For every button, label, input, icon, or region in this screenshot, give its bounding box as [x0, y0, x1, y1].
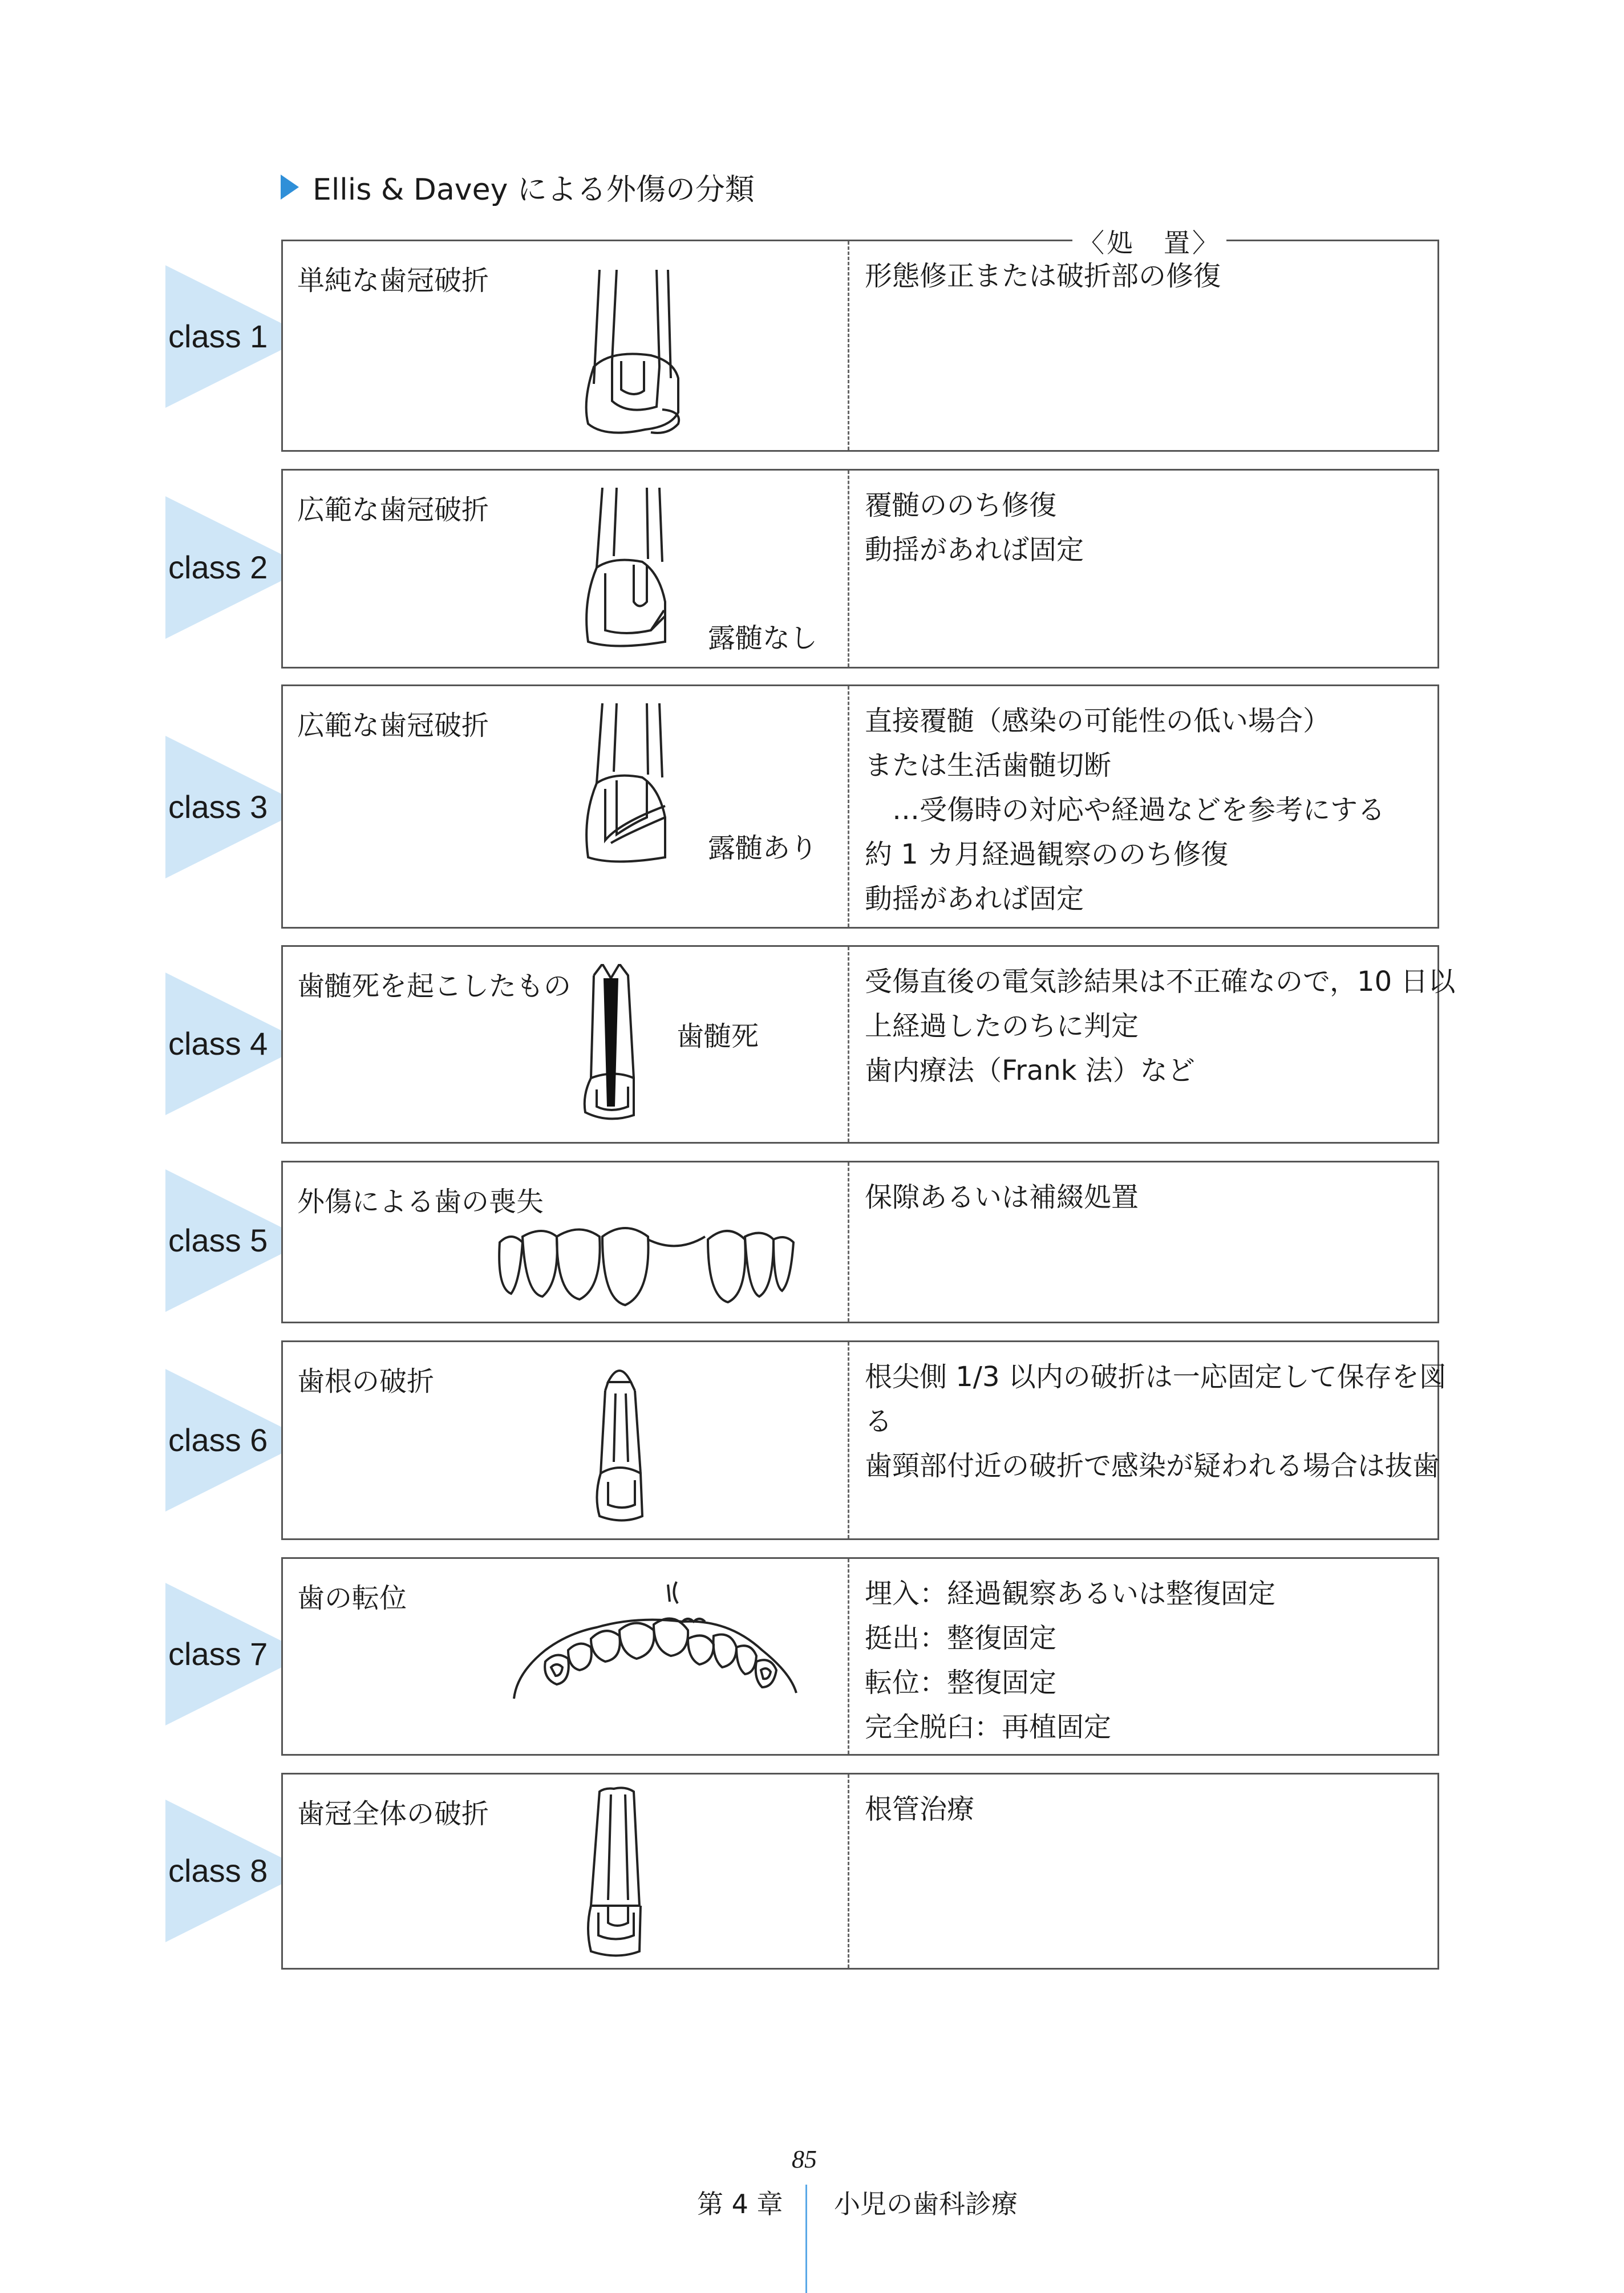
- treatment-text: [865, 959, 1456, 1093]
- treatment-text: [865, 699, 1426, 921]
- treatment-line: 形態修正または破折部の修復: [865, 260, 1221, 292]
- injury-title: 広範な歯冠破折: [297, 494, 489, 526]
- class-label: class 2: [168, 549, 268, 585]
- section-heading: [281, 165, 755, 208]
- treatment-line: 直接覆髄（感染の可能性の低い場合）: [865, 705, 1331, 737]
- treatment-text: [865, 1787, 1426, 1832]
- treatment-line: 根尖側 1/3 以内の破折は一応固定して保存を図: [865, 1361, 1447, 1393]
- treatment-line: 完全脱臼：再植固定: [865, 1711, 1112, 1743]
- class-row-5: [281, 1161, 1439, 1323]
- treatment-line: または生活歯髄切断: [865, 750, 1112, 781]
- treatment-line: 挺出：整復固定: [865, 1622, 1057, 1654]
- treatment-line: 根管治療: [865, 1793, 975, 1825]
- class-label: class 4: [168, 1026, 268, 1062]
- treatment-text: [865, 483, 1426, 572]
- treatment-line: 受傷直後の電気診結果は不正確なので，10 日以: [865, 966, 1456, 998]
- tooth-root-fracture-icon: [594, 1359, 668, 1530]
- teeth-loss-icon: [494, 1220, 825, 1316]
- treatment-text: [865, 254, 1426, 298]
- heading-text: Ellis & Davey による外傷の分類: [313, 173, 755, 207]
- treatment-line: 歯内療法（Frank 法）など: [865, 1055, 1195, 1087]
- injury-title: 外傷による歯の喪失: [297, 1186, 544, 1218]
- chapter-title: 小児の歯科診療: [834, 2189, 1018, 2219]
- treatment-line: 動揺があれば固定: [865, 883, 1084, 915]
- class-row-7: [281, 1557, 1439, 1756]
- tooth-fracture-exposure-icon: [580, 703, 694, 874]
- exposure-annotation: 露髄あり: [708, 832, 818, 864]
- footer-divider: [805, 2185, 807, 2293]
- treatment-text: [865, 1355, 1447, 1488]
- class-label: class 1: [168, 318, 268, 354]
- treatment-line: 約 1 カ月経過観察ののち修復: [865, 838, 1229, 870]
- page-number: 85: [792, 2145, 817, 2173]
- tooth-full-crown-fracture-icon: [582, 1786, 668, 1963]
- treatment-text: [865, 1571, 1426, 1749]
- class-label: class 3: [168, 789, 268, 825]
- column-divider: [848, 1559, 849, 1754]
- class-row-6: [281, 1340, 1447, 1540]
- treatment-line: 動揺があれば固定: [865, 534, 1084, 566]
- treatment-text: [865, 1175, 1426, 1220]
- class-row-2: [281, 469, 1439, 669]
- tooth-displacement-icon: [511, 1576, 808, 1707]
- injury-title: 単純な歯冠破折: [297, 265, 489, 297]
- column-divider: [848, 686, 849, 927]
- treatment-line: 覆髄ののち修復: [865, 489, 1057, 521]
- class-label: class 8: [168, 1853, 268, 1889]
- tooth-pulp-necrosis-icon: [580, 964, 659, 1135]
- column-divider: [848, 947, 849, 1142]
- class-row-1: [281, 240, 1439, 452]
- class-row-8: [281, 1773, 1439, 1970]
- injury-title: 歯根の破折: [297, 1366, 435, 1397]
- treatment-column-header: 〈処 置〉: [1072, 222, 1226, 260]
- injury-title: 歯の転位: [297, 1582, 407, 1614]
- class-label: class 5: [168, 1222, 268, 1258]
- chapter-number: 第 4 章: [697, 2189, 783, 2219]
- class-row-3: [281, 684, 1439, 929]
- treatment-line: 埋入：経過観察あるいは整復固定: [865, 1578, 1276, 1610]
- column-divider: [848, 241, 849, 450]
- injury-title: 広範な歯冠破折: [297, 710, 489, 742]
- heading-marker-icon: [281, 175, 299, 200]
- treatment-line: る: [865, 1405, 893, 1437]
- column-divider: [848, 1162, 849, 1322]
- treatment-line: 上経過したのちに判定: [865, 1010, 1139, 1042]
- class-label: class 7: [168, 1636, 268, 1672]
- class-row-4: [281, 945, 1456, 1144]
- column-divider: [848, 1342, 849, 1538]
- treatment-line: …受傷時の対応や経過などを参考にする: [865, 794, 1386, 826]
- class-label: class 6: [168, 1422, 268, 1458]
- tooth-fracture-no-exposure-icon: [580, 488, 694, 659]
- injury-title: 歯冠全体の破折: [297, 1798, 489, 1830]
- column-divider: [848, 1775, 849, 1968]
- treatment-line: 転位：整復固定: [865, 1667, 1057, 1699]
- treatment-line: 歯頸部付近の破折で感染が疑われる場合は抜歯: [865, 1450, 1440, 1482]
- treatment-line: 保隙あるいは補綴処置: [865, 1181, 1139, 1213]
- exposure-annotation: 露髄なし: [708, 622, 818, 654]
- necrosis-annotation: 歯髄死: [677, 1020, 759, 1052]
- tooth-crown-fracture-icon: [577, 270, 702, 441]
- injury-title: 歯髄死を起こしたもの: [297, 970, 572, 1002]
- column-divider: [848, 471, 849, 667]
